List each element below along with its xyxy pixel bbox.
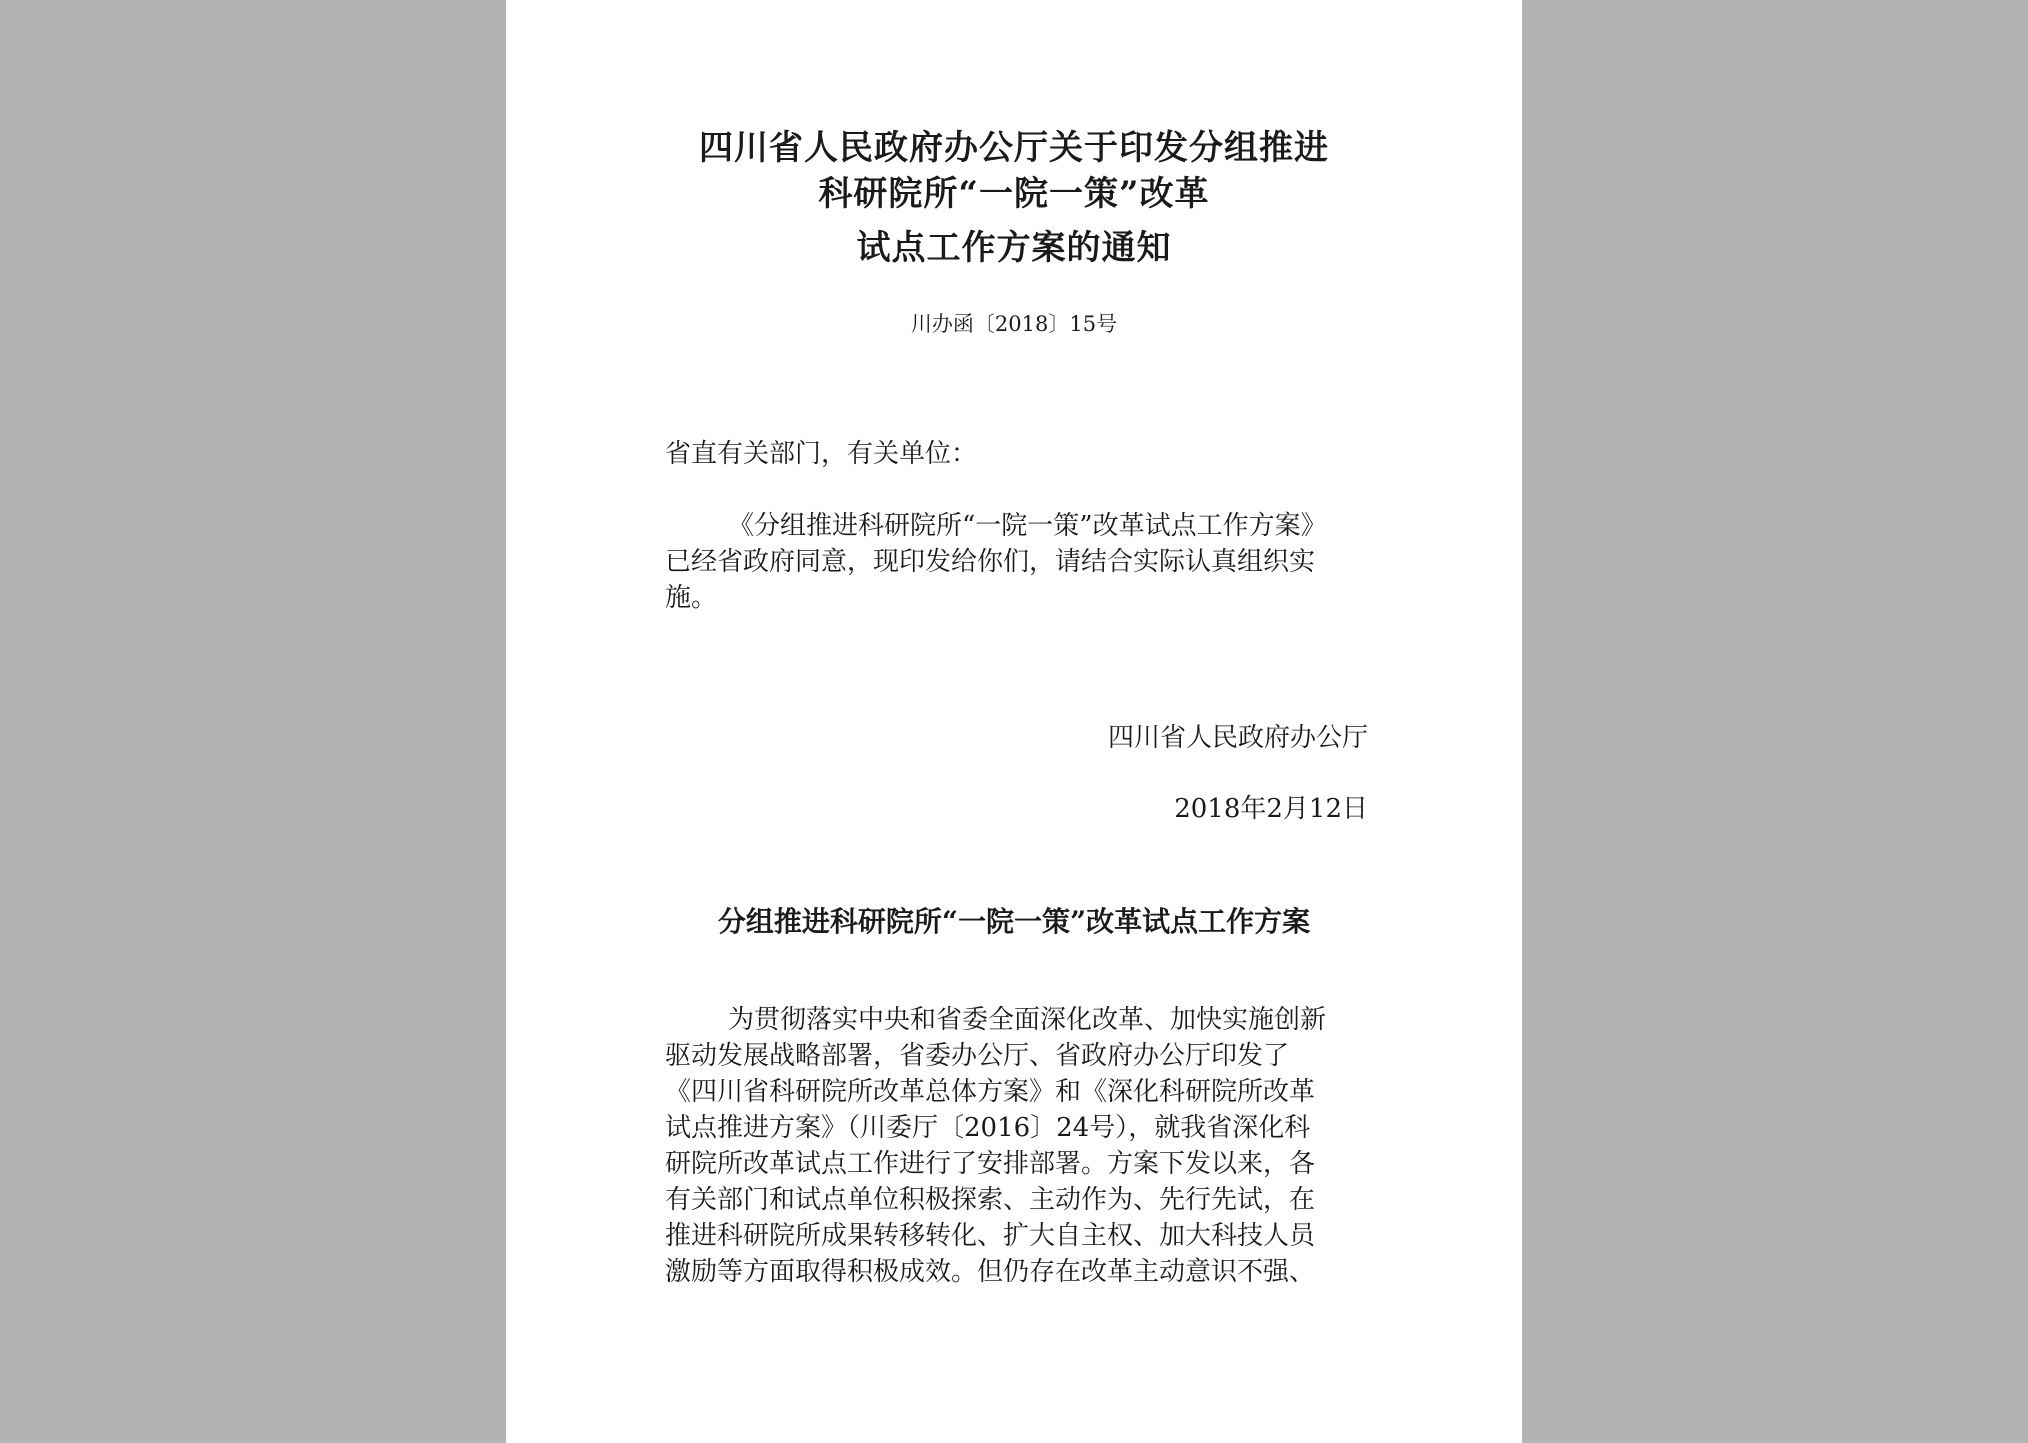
doc-title-line-2: 科研院所“一院一策”改革 [818,174,1210,214]
plan-body-line: 驱动发展战略部署，省委办公厅、省政府办公厅印发了 [665,1041,1290,1071]
document-page [506,0,1522,1443]
plan-body-line: 为贯彻落实中央和省委全面深化改革、加快实施创新 [728,1005,1327,1035]
doc-title-line-1: 四川省人民政府办公厅关于印发分组推进 [699,128,1329,168]
notice-body-line: 施。 [665,583,718,613]
notice-body-line: 《分组推进科研院所“一院一策”改革试点工作方案》 [728,511,1327,541]
plan-body-line: 有关部门和试点单位积极探索、主动作为、先行先试，在 [665,1185,1316,1215]
plan-body-line: 《四川省科研院所改革总体方案》和《深化科研院所改革 [665,1077,1316,1107]
plan-title: 分组推进科研院所“一院一策”改革试点工作方案 [717,905,1311,938]
signature-date: 2018年2月12日 [1174,794,1368,824]
plan-body-line: 激励等方面取得积极成效。但仍存在改革主动意识不强、 [665,1257,1316,1287]
salutation: 省直有关部门，有关单位： [665,439,978,469]
plan-body-line: 研院所改革试点工作进行了安排部署。方案下发以来，各 [665,1149,1316,1179]
plan-body-line: 推进科研院所成果转移转化、扩大自主权、加大科技人员 [665,1221,1316,1251]
signature-issuer: 四川省人民政府办公厅 [1107,723,1368,753]
plan-body-line: 试点推进方案》（川委厅〔2016〕24号），就我省深化科 [665,1113,1311,1143]
document-number: 川办函〔2018〕15号 [910,312,1118,336]
notice-body-line: 已经省政府同意，现印发给你们，请结合实际认真组织实 [665,547,1316,577]
doc-title-line-3: 试点工作方案的通知 [856,228,1172,268]
